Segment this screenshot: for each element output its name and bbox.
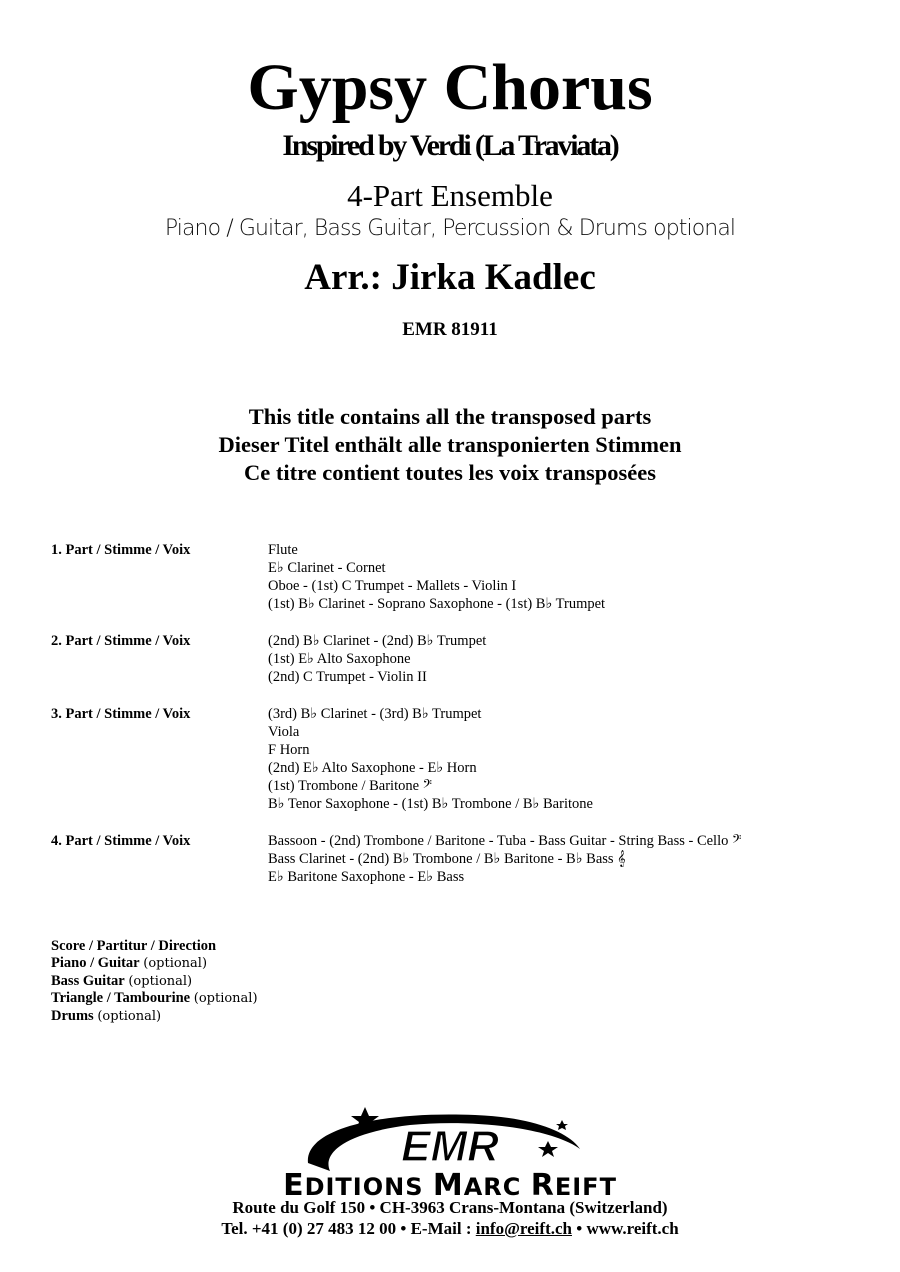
part-label: 1. Part / Stimme / Voix [51, 542, 191, 558]
logo-star [556, 1120, 568, 1130]
extra-part-note: (optional) [193, 991, 258, 1007]
part-instrument-line: B♭ Tenor Saxophone - (1st) B♭ Trombone / B♭ Baritone [268, 796, 593, 812]
email-link[interactable]: info@reift.ch [475, 1219, 572, 1238]
extra-part-name: Score / Partitur / Direction [51, 938, 217, 954]
part-instrument-line: (2nd) E♭ Alto Saxophone - E♭ Horn [268, 760, 477, 776]
emr-logo [300, 1105, 610, 1177]
parts-list [51, 541, 851, 905]
piece-subtitle: Inspired by Verdi (La Traviata) [282, 129, 618, 162]
part-instrument-line: Bassoon - (2nd) Trombone / Baritone - Tuba - Bass Guitar - String Bass - Cello 𝄢 [268, 833, 742, 849]
contact-phone: Tel. +41 (0) 27 483 12 00 • E-Mail : [221, 1219, 476, 1238]
part-label: 4. Part / Stimme / Voix [51, 833, 191, 849]
part-instrument-line: Bass Clarinet - (2nd) B♭ Trombone / B♭ Baritone - B♭ Bass 𝄞 [268, 851, 626, 867]
transposed-parts-notice [0, 403, 900, 487]
part-4 [51, 832, 851, 886]
extra-part-name: Piano / Guitar [51, 955, 140, 972]
extra-part-score [51, 938, 258, 955]
publisher-name: EDITIONS MARC REIFT [283, 1168, 617, 1203]
extra-part-piano [51, 955, 258, 972]
part-instrument-line: F Horn [268, 742, 310, 758]
part-instrument-line: (1st) Trombone / Baritone 𝄢 [268, 778, 432, 794]
catalog-number: EMR 81911 [402, 319, 498, 340]
extra-part-note: (optional) [97, 1008, 162, 1024]
notice-german: Dieser Titel enthält alle transponierten Stimmen [218, 432, 682, 457]
optional-instruments: Piano / Guitar, Bass Guitar, Percussion & Drums optional [164, 216, 736, 241]
part-instrument-line: Viola [268, 724, 300, 740]
logo-text: EMR [401, 1122, 499, 1171]
part-label: 3. Part / Stimme / Voix [51, 706, 191, 722]
part-1 [51, 541, 851, 613]
publisher-contact: Tel. +41 (0) 27 483 12 00 • E-Mail : info@reift.ch • www.reift.ch [221, 1219, 679, 1238]
logo-star [538, 1141, 558, 1157]
arranger: Arr.: Jirka Kadlec [304, 257, 596, 298]
part-instrument-line: (2nd) C Trumpet - Violin II [268, 669, 427, 685]
part-instrument-line: Flute [268, 542, 298, 558]
piece-title: Gypsy Chorus [247, 51, 653, 124]
part-instrument-line: (3rd) B♭ Clarinet - (3rd) B♭ Trumpet [268, 706, 482, 722]
part-3 [51, 705, 851, 813]
extra-part-drums [51, 1008, 258, 1025]
part-instrument-line: (1st) E♭ Alto Saxophone [268, 651, 411, 667]
extra-part-name: Drums [51, 1007, 94, 1024]
extra-part-bass-guitar [51, 973, 258, 990]
extra-parts-list [51, 938, 258, 1025]
part-instrument-line: (1st) B♭ Clarinet - Soprano Saxophone - (1st) B♭ Trumpet [268, 596, 606, 612]
notice-french: Ce titre contient toutes les voix transposées [243, 460, 656, 485]
extra-part-note: (optional) [128, 973, 193, 989]
part-label: 2. Part / Stimme / Voix [51, 633, 191, 649]
part-instrument-line: E♭ Baritone Saxophone - E♭ Bass [268, 869, 465, 885]
extra-part-triangle [51, 990, 258, 1007]
extra-part-name: Triangle / Tambourine [51, 990, 191, 1007]
part-instrument-line: E♭ Clarinet - Cornet [268, 560, 386, 576]
website-link[interactable]: www.reift.ch [586, 1219, 679, 1238]
part-2 [51, 632, 851, 686]
notice-english: This title contains all the transposed parts [248, 404, 652, 429]
ensemble-type: 4-Part Ensemble [347, 178, 553, 213]
extra-part-name: Bass Guitar [51, 972, 125, 989]
part-instrument-line: Oboe - (1st) C Trumpet - Mallets - Violin I [268, 578, 517, 594]
publisher-address: Route du Golf 150 • CH-3963 Crans-Montana (Switzerland) [232, 1198, 668, 1217]
part-instrument-line: (2nd) B♭ Clarinet - (2nd) B♭ Trumpet [268, 633, 487, 649]
extra-part-note: (optional) [143, 956, 208, 972]
